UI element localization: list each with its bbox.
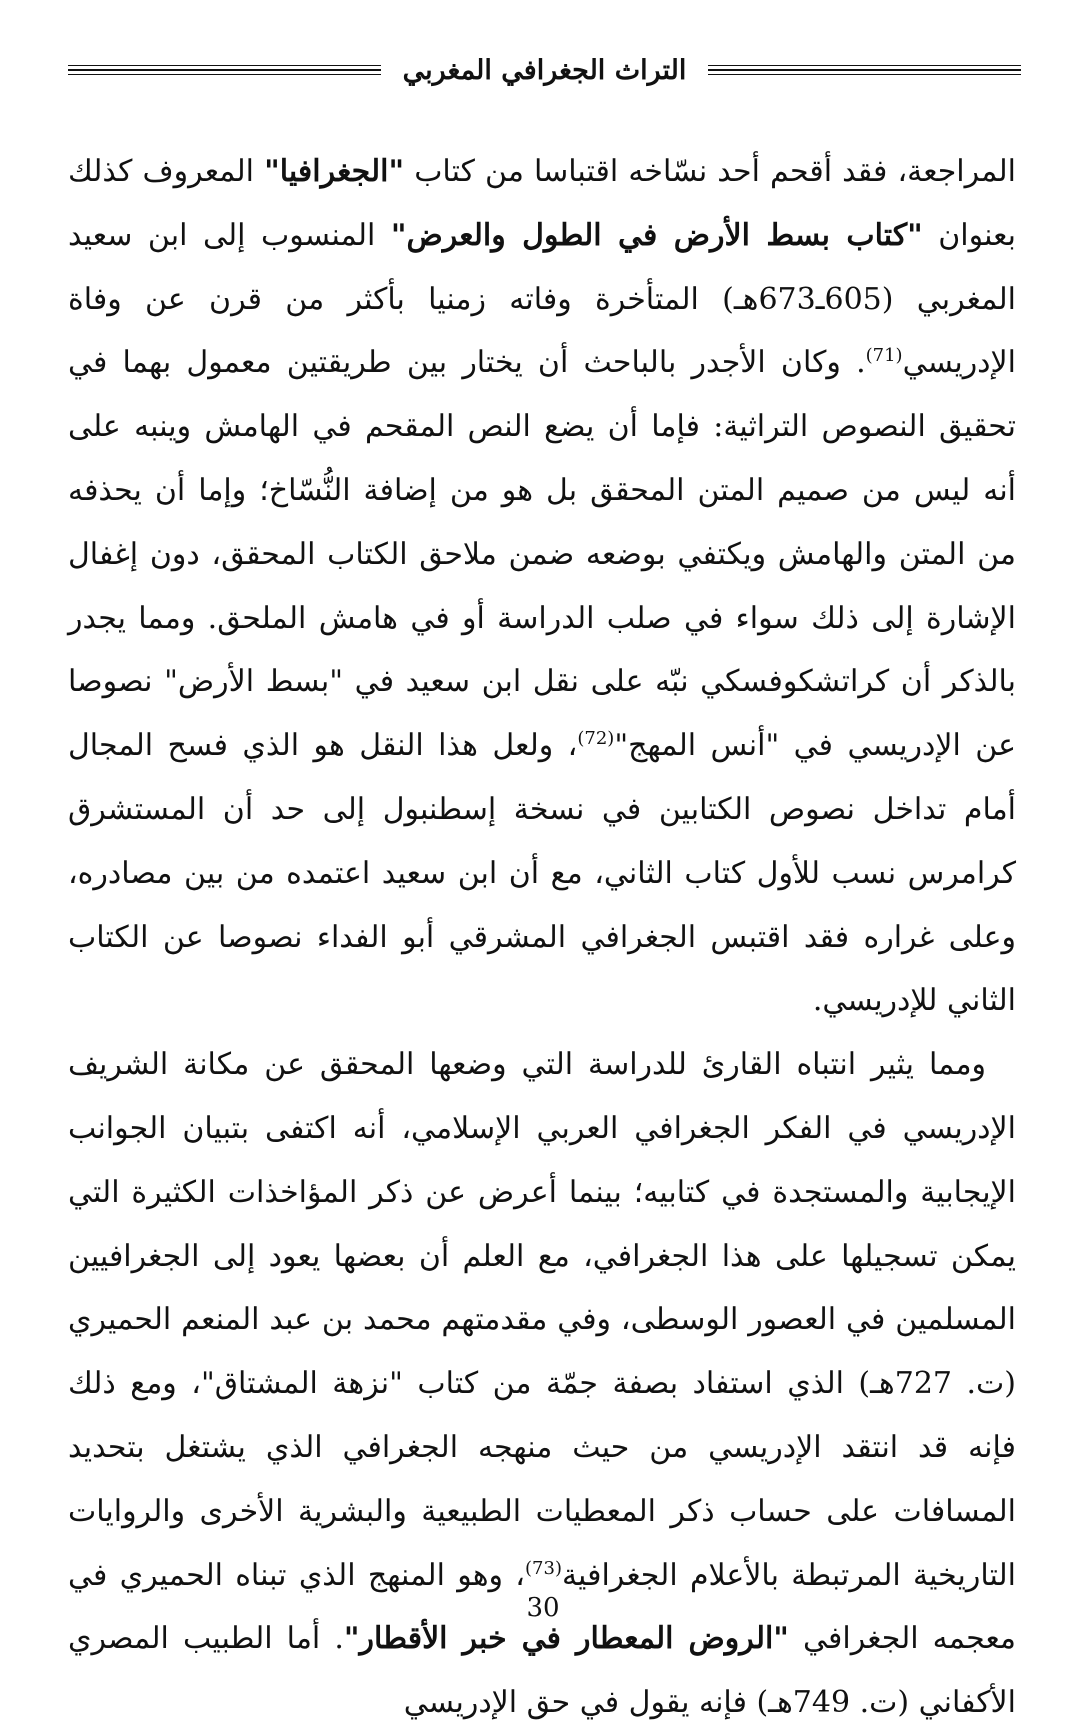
paragraph-1-text-2: المعروف كذلك بعنوان: [68, 154, 1016, 253]
footnote-ref-72: (72): [577, 728, 615, 750]
header-rule-left: [68, 65, 381, 76]
page-body-text: [68, 140, 1016, 1735]
book-title-geography: "الجغرافيا": [264, 154, 405, 189]
footnote-ref-73: (73): [525, 1557, 562, 1579]
book-title-bast-al-ard: "كتاب بسط الأرض في الطول والعرض": [390, 217, 923, 253]
paragraph-2: [68, 1033, 1016, 1735]
paragraph-2-text-3: . أما الطبيب المصري الأكفاني (ت. 749هـ) فإنه يقول في حق الإدريسي: [68, 1621, 1016, 1721]
paragraph-2-text-1: ومما يثير انتباه القارئ للدراسة التي وضعها المحقق عن مكانة الشريف الإدريسي في الفكر الجغرافي العربي الإسلامي، أنه اكتفى بتبيان الجوانب الإيجابية والمستجدة في كتابيه؛ بينما أعرض عن ذكر المؤاخذات الكثيرة التي يمكن تسجيلها على هذا الجغرافي، مع العلم أن بعضها يعود إلى الجغرافيين المسلمين في العصور الوسطى، وفي مقدمتهم محمد بن عبد المنعم الحميري (ت. 727هـ) الذي استفاد بصفة جمّة من كتاب "نزهة المشتاق"، ومع ذلك فإنه قد انتقد الإدريسي من حيث منهجه الجغرافي الذي يشتغل بتحديد المسافات على حساب ذكر المعطيات الطبيعية والبشرية الأخرى والروايات التاريخية المرتبطة بالأعلام الجغرافية: [68, 1047, 1016, 1593]
book-title-rawd-al-mitar: "الروض المعطار في خبر الأقطار": [343, 1621, 789, 1657]
paragraph-1: [68, 140, 1016, 1033]
paragraph-1-text-3: المنسوب إلى ابن سعيد المغربي (605ـ673هـ) المتأخرة وفاته زمنيا بأكثر من قرن عن وفاة الإدريسي: [68, 217, 1016, 381]
paragraph-2-text-2: ، وهو المنهج الذي تبناه الحميري في معجمه الجغرافي: [68, 1557, 1016, 1657]
running-header-title: التراث الجغرافي المغربي: [402, 54, 687, 86]
page-number: 30: [526, 1593, 560, 1623]
paragraph-1-text-1: المراجعة، فقد أقحم أحد نسّاخه اقتباسا من كتاب: [404, 154, 1016, 189]
footnote-ref-71: (71): [865, 345, 903, 367]
header-rule-right: [708, 65, 1021, 76]
paragraph-1-text-4: . وكان الأجدر بالباحث أن يختار بين طريقتين معمول بهما في تحقيق النصوص التراثية: فإما أن يضع النص المقحم في الهامش وينبه على أنه ليس من صميم المتن المحقق بل هو من إضافة النُّسّاخ؛ وإما أن يحذفه من المتن والهامش ويكتفي بوضعه ضمن ملاحق الكتاب المحقق، دون إغفال الإشارة إلى ذلك سواء في صلب الدراسة أو في هامش الملحق. ومما يجدر بالذكر أن كراتشكوفسكي نبّه على نقل ابن سعيد في "بسط الأرض" نصوصا عن الإدريسي في "أنس المهج": [68, 345, 1016, 764]
running-header: [68, 48, 1021, 92]
paragraph-1-text-5: ، ولعل هذا النقل هو الذي فسح المجال أمام تداخل نصوص الكتابين في نسخة إسطنبول إلى حد أن المستشرق كرامرس نسب للأول كتاب الثاني، مع أن ابن سعيد اعتمده من بين مصادره، وعلى غراره فقد اقتبس الجغرافي المشرقي أبو الفداء نصوصا عن الكتاب الثاني للإدريسي.: [68, 728, 1016, 1019]
